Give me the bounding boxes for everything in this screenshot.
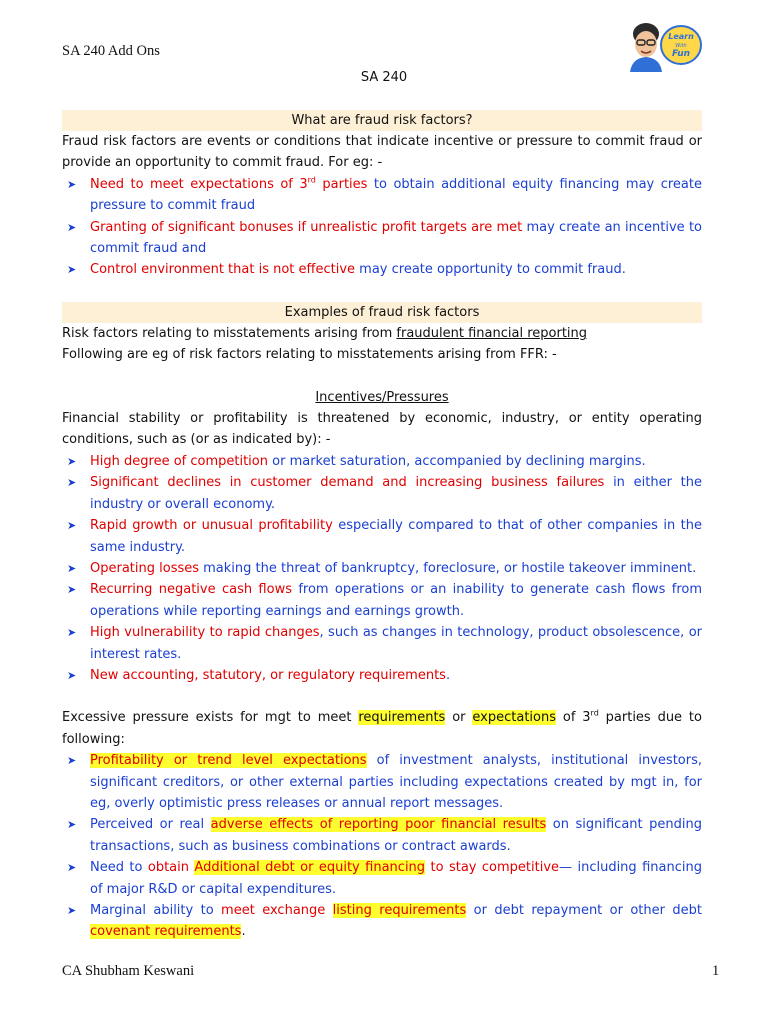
text-red-highlight: Additional debt or equity financing (194, 860, 426, 876)
page-content (62, 110, 702, 943)
list-item (62, 665, 702, 686)
arrow-bullet-icon: ➤ (67, 668, 77, 682)
learn-with-fun-logo (624, 18, 704, 72)
arrow-bullet-icon: ➤ (67, 818, 77, 832)
paragraph-excessive-pressure (62, 707, 702, 750)
text-highlight: requirements (358, 710, 446, 726)
logo-text-with: With (675, 43, 687, 49)
section-heading-fraud-risk-factors: What are fraud risk factors? (62, 110, 702, 131)
text-sup: rd (307, 175, 316, 185)
text-red-highlight: Profitability or trend level expectations (90, 753, 367, 769)
text-blue: in either the industry or overall economy. (90, 475, 702, 512)
arrow-bullet-icon: ➤ (67, 263, 77, 277)
text-blue: may create an incentive to commit fraud and (90, 219, 702, 257)
arrow-bullet-icon: ➤ (67, 476, 77, 490)
page-title: SA 240 (360, 70, 408, 85)
list-item (62, 451, 702, 472)
arrow-bullet-icon: ➤ (67, 754, 77, 768)
text: of 3 (556, 710, 591, 726)
list-item (62, 857, 702, 900)
section-heading-examples: Examples of fraud risk factors (62, 302, 702, 323)
text-blue: or debt repayment or other debt (466, 903, 702, 918)
list-item (62, 579, 702, 622)
subheading-incentives: Incentives/Pressures (315, 389, 449, 405)
text-red: meet exchange (221, 903, 333, 918)
text-blue: Perceived or real (90, 817, 211, 833)
list-item (62, 515, 702, 558)
arrow-bullet-icon: ➤ (67, 861, 77, 875)
text-red: High degree of competition (90, 453, 268, 469)
page-number: 1 (712, 963, 720, 979)
text: or (445, 710, 473, 726)
arrow-bullet-icon: ➤ (67, 454, 77, 468)
list-item (62, 217, 702, 260)
list-item (62, 814, 702, 857)
text-blue: . (445, 667, 451, 683)
text-sup: rd (590, 709, 599, 719)
list-item (62, 259, 702, 280)
arrow-bullet-icon: ➤ (67, 177, 77, 191)
list-item (62, 900, 702, 943)
text-blue: Marginal ability to (90, 903, 222, 918)
text-red: High vulnerability to rapid changes (90, 625, 320, 641)
text-blue: — including financing of major R&D or capital expenditures. (90, 860, 702, 897)
text-blue: , such as changes in technology, product obsolescence, or interest rates. (90, 625, 702, 662)
text: . (241, 924, 246, 940)
text-blue: of investment analysts, institutional investors, significant creditors, or other external parties including expectations created by mgt in, for eg, overly optimistic press releases or annual report messages. (90, 753, 702, 811)
arrow-bullet-icon: ➤ (67, 583, 77, 597)
text-blue: from operations or an inability to generate cash flows from operations while reporting earnings and earnings growth. (90, 582, 702, 619)
text-red: parties (315, 176, 368, 192)
text-red: Need to meet expectations of 3 (90, 176, 308, 192)
text-blue: or market saturation, accompanied by declining margins. (268, 453, 646, 469)
text-red: Operating losses (90, 560, 200, 576)
paragraph-line: Following are eg of risk factors relating to misstatements arising from FFR: - (62, 347, 557, 363)
text-underlined: fraudulent financial reporting (396, 325, 588, 341)
text-red: Recurring negative cash flows (90, 582, 292, 598)
list-item (62, 472, 702, 515)
arrow-bullet-icon: ➤ (67, 519, 77, 533)
paragraph-intro: Fraud risk factors are events or conditions that indicate incentive or pressure to commit fraud or provide an opportunity to commit fraud. For eg: - (62, 134, 702, 171)
text: parties due to following: (62, 710, 702, 747)
logo-text-learn: Learn (668, 32, 694, 41)
list-item (62, 174, 702, 217)
text-blue: on significant pending transactions, such as business combinations or contract awards. (90, 817, 702, 854)
arrow-bullet-icon: ➤ (67, 220, 77, 234)
text-red: to stay competitive (425, 860, 560, 876)
list-item (62, 750, 702, 814)
text-red-highlight: adverse effects of reporting poor financial results (210, 817, 547, 833)
logo-text-fun: Fun (671, 49, 691, 59)
text-red: Significant declines in customer demand and increasing business failures (90, 475, 605, 491)
list-item (62, 622, 702, 665)
text-red-highlight: listing requirements (332, 903, 467, 918)
paragraph-financial-stability: Financial stability or profitability is threatened by economic, industry, or entity operating conditions, such as (or as indicated by): - (62, 411, 702, 448)
arrow-bullet-icon: ➤ (67, 626, 77, 640)
arrow-bullet-icon: ➤ (67, 561, 77, 575)
text-red: Control environment that is not effective (90, 262, 356, 278)
text-blue: Need to (90, 860, 148, 876)
text-red: obtain (147, 860, 195, 876)
paragraph-line (62, 323, 702, 344)
text-red-highlight: covenant requirements (90, 924, 242, 940)
text-blue: making the threat of bankruptcy, foreclosure, or hostile takeover imminent. (199, 560, 697, 576)
incentives-list (62, 451, 702, 686)
text-blue: to obtain additional equity financing may create pressure to commit fraud (90, 176, 702, 214)
text-highlight: expectations (472, 710, 556, 726)
text-blue: may create opportunity to commit fraud. (355, 262, 626, 278)
text-blue: especially compared to that of other companies in the same industry. (90, 518, 702, 555)
text: Excessive pressure exists for mgt to meet (62, 710, 359, 726)
text: Risk factors relating to misstatements arising from (62, 325, 397, 341)
text-red: Granting of significant bonuses if unrealistic profit targets are met (90, 219, 523, 235)
header-title: SA 240 Add Ons (62, 43, 160, 59)
footer-author: CA Shubham Keswani (62, 963, 195, 979)
text-red: Rapid growth or unusual profitability (90, 518, 333, 534)
text-red: New accounting, statutory, or regulatory requirements (90, 667, 446, 683)
arrow-bullet-icon: ➤ (67, 904, 77, 917)
list-item (62, 558, 702, 579)
